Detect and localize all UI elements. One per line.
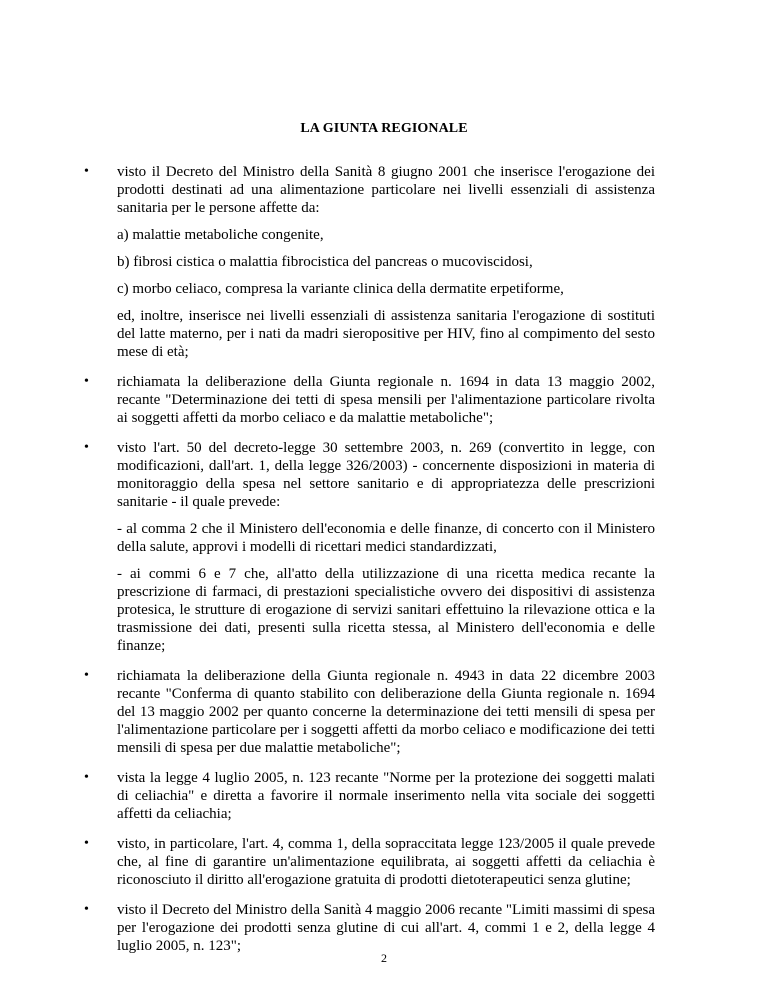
list-item — [84, 373, 655, 427]
document-body — [84, 163, 655, 967]
item-paragraph: visto l'art. 50 del decreto-legge 30 settembre 2003, n. 269 (convertito in legge, con modificazioni, dall'art. 1, della legge 326/2003) - concernente disposizioni in materia di monitoraggio della spesa nel settore sanitario e di appropriatezza delle prescrizioni sanitarie - il quale prevede: — [117, 440, 655, 510]
item-subparagraph: - al comma 2 che il Ministero dell'economia e delle finanze, di concerto con il Ministero della salute, approvi i modelli di ricettari medici standardizzati, — [117, 521, 655, 555]
bullet-icon: • — [84, 770, 89, 785]
item-paragraph: vista la legge 4 luglio 2005, n. 123 recante "Norme per la protezione dei soggetti malati di celiachia" e diretta a favorire il normale inserimento nella vita sociale dei soggetti affetti da celiachia; — [117, 770, 655, 822]
list-item — [84, 835, 655, 889]
bullet-icon: • — [84, 440, 89, 455]
page-number: 2 — [381, 951, 387, 965]
list-item — [84, 163, 655, 361]
item-subparagraph: c) morbo celiaco, compresa la variante clinica della dermatite erpetiforme, — [117, 281, 564, 297]
bullet-icon: • — [84, 374, 89, 389]
list-item — [84, 439, 655, 655]
bullet-icon: • — [84, 164, 89, 179]
item-subparagraph: ed, inoltre, inserisce nei livelli essenziali di assistenza sanitaria l'erogazione di sostituti del latte materno, per i nati da madri sieropositive per HIV, fino al compimento del sesto mese di età; — [117, 308, 655, 360]
bullet-icon: • — [84, 668, 89, 683]
item-paragraph: visto il Decreto del Ministro della Sanità 4 maggio 2006 recante "Limiti massimi di spesa per l'erogazione dei prodotti senza glutine di cui all'art. 4, commi 1 e 2, della legge 4 luglio 2005, n. 123"; — [117, 902, 655, 954]
list-item — [84, 667, 655, 757]
item-paragraph: visto il Decreto del Ministro della Sanità 8 giugno 2001 che inserisce l'erogazione dei prodotti destinati ad una alimentazione particolare nei livelli essenziali di assistenza sanitaria per le persone affette da: — [117, 164, 655, 216]
item-subparagraph: b) fibrosi cistica o malattia fibrocistica del pancreas o mucoviscidosi, — [117, 254, 533, 270]
document-title: LA GIUNTA REGIONALE — [300, 121, 468, 136]
bullet-icon: • — [84, 902, 89, 917]
item-paragraph: richiamata la deliberazione della Giunta regionale n. 4943 in data 22 dicembre 2003 recante "Conferma di quanto stabilito con deliberazione della Giunta regionale n. 1694 del 13 maggio 2002 per quanto concerne la determinazione dei tetti mensili di spesa per l'alimentazione particolare per i soggetti affetti da morbo celiaco e modificazione dei tetti mensili di spesa per due malattie metaboliche"; — [117, 668, 655, 756]
list-item — [84, 901, 655, 955]
item-paragraph: richiamata la deliberazione della Giunta regionale n. 1694 in data 13 maggio 2002, recante "Determinazione dei tetti di spesa mensili per l'alimentazione particolare rivolta ai soggetti affetti da morbo celiaco e da malattie metaboliche"; — [117, 374, 655, 426]
item-subparagraph: - ai commi 6 e 7 che, all'atto della utilizzazione di una ricetta medica recante la prescrizione di farmaci, di prestazioni specialistiche ovvero dei dispositivi di assistenza protesica, le strutture di erogazione di servizi sanitari effettuino la rilevazione ottica e la trasmissione dei dati, presenti sulla ricetta stessa, al Ministero dell'economia e delle finanze; — [117, 566, 655, 654]
bullet-icon: • — [84, 836, 89, 851]
item-subparagraph: a) malattie metaboliche congenite, — [117, 227, 324, 243]
list-item — [84, 769, 655, 823]
item-paragraph: visto, in particolare, l'art. 4, comma 1, della sopraccitata legge 123/2005 il quale prevede che, al fine di garantire un'alimentazione equilibrata, ai soggetti affetti da celiachia è riconosciuto il diritto all'erogazione gratuita di prodotti dietoterapeutici senza glutine; — [117, 836, 655, 888]
